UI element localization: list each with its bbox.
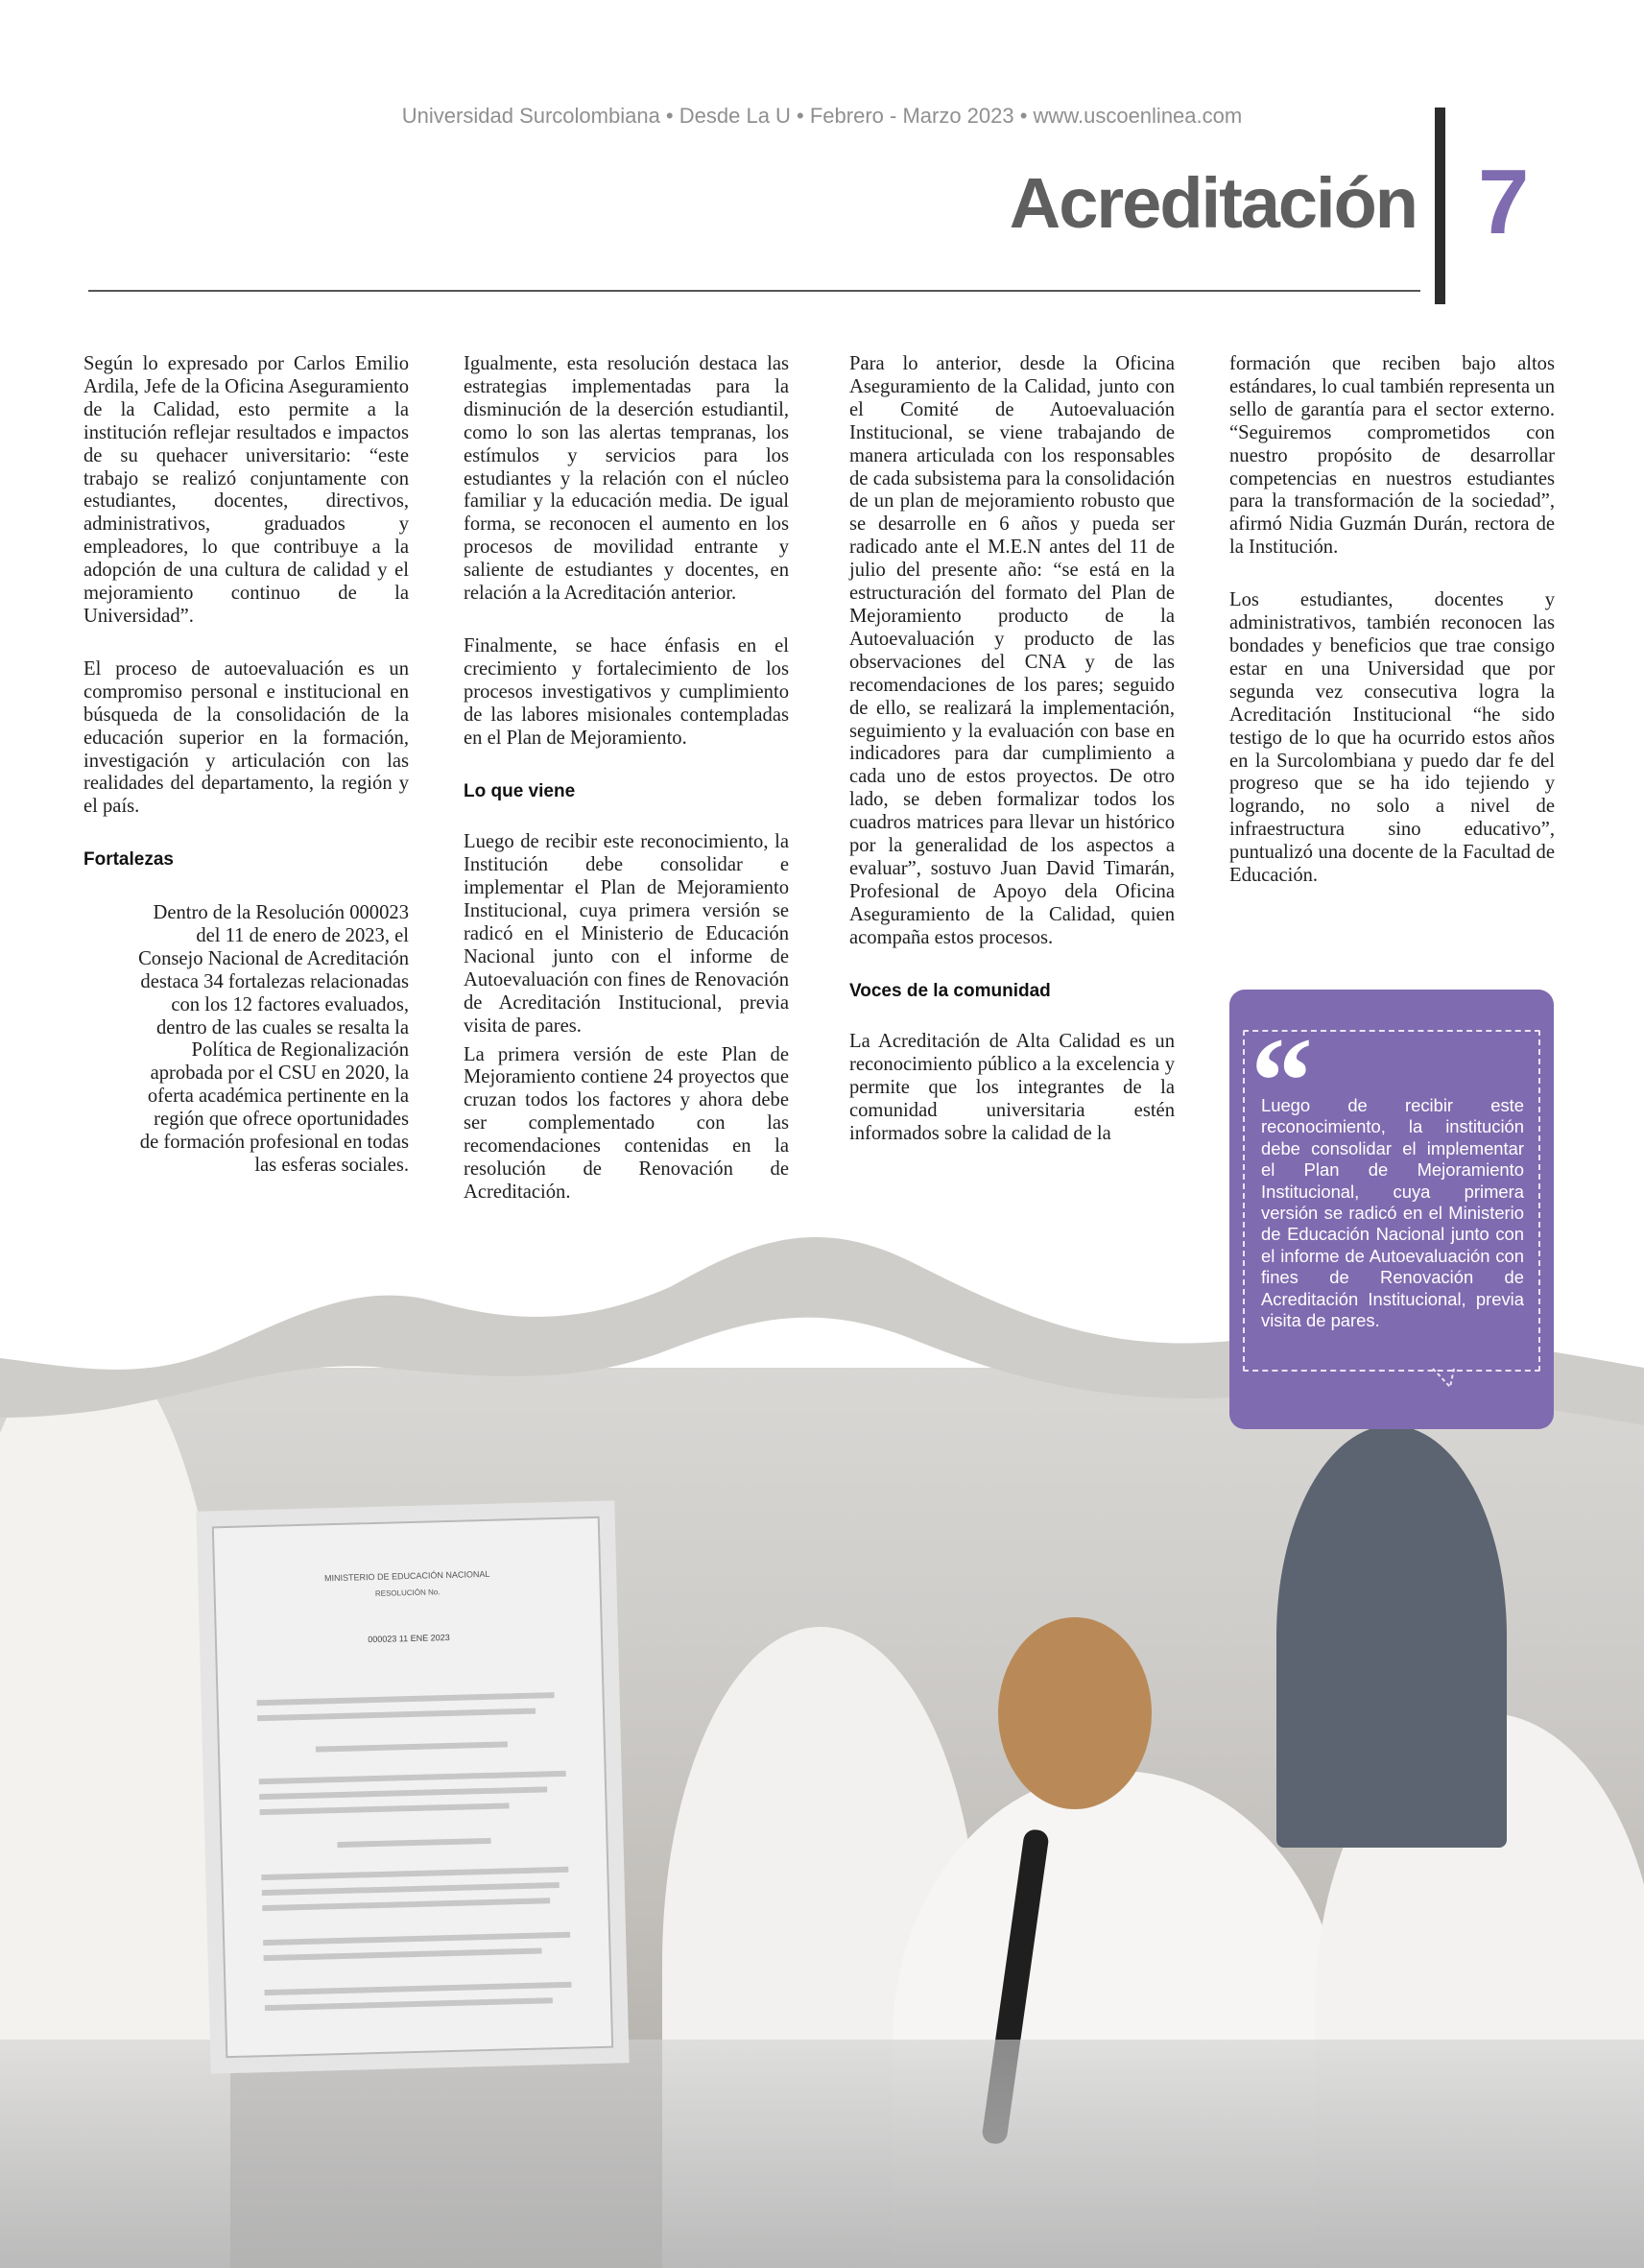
- page-number: 7: [1478, 151, 1530, 253]
- article-column-3: [849, 353, 1175, 1176]
- paragraph: Luego de recibir este reconocimiento, la Institución debe consolidar e implementar el Plan de Mejoramiento Institucional, cuya primera versión se radicó en el Ministerio de Educación Nacional junto con el informe de Autoevaluación con fines de Renovación de Acreditación Institucional, previa visita de pares.: [464, 831, 789, 1037]
- document-subheading: RESOLUCIÓN No.: [374, 1588, 441, 1598]
- speaker-hair: [998, 1617, 1152, 1809]
- subheading-lo-que-viene: Lo que viene: [464, 780, 576, 801]
- pull-quote-text: Luego de recibir este reconocimiento, la institución debe consolidar el implementar el Plan de Mejoramiento Institucional, cuya primera versión se radicó en el Ministerio de Educación Nacional junto con el informe de Autoevaluación con fines de Renovación de Acreditación Institucional, previa visita de pares.: [1261, 1095, 1524, 1331]
- paragraph: La primera versión de este Plan de Mejoramiento contiene 24 proyectos que cruzan todos los factores y ahora debe ser complementado con las recomendaciones contenidas en la resolución de Renovación de Acreditación.: [464, 1043, 789, 1203]
- paragraph: Según lo expresado por Carlos Emilio Ardila, Jefe de la Oficina Aseguramiento de la Calidad, esto permite a la institución reflejar resultados e impactos de su quehacer universitario: “este trabajo se realizó conjuntamente con estudiantes, docentes, directivos, administrativos, graduados y empleadores, lo que contribuye a la adopción de una cultura de calidad y el mejoramiento continuo de la Universidad”.: [83, 353, 409, 627]
- paragraph: Para lo anterior, desde la Oficina Aseguramiento de la Calidad, junto con el Comité de Autoevaluación Institucional, se viene trabajando de manera articulada con los responsables de cada subsistema para la consolidación de un plan de mejoramiento robusto que se desarrolle en 6 años y pueda ser radicado ante el M.E.N antes del 11 de julio del presente año: “se está en la estructuración del formato del Plan de Mejoramiento producto de la Autoevaluación y producto de las observaciones del CNA y de las recomendaciones de los pares; seguido de ello, se realizará la implementación, seguimiento y la evaluación con base en indicadores para dar cumplimiento a cada uno de estos proyectos. De otro lado, se deben formalizar todos los cuadros matrices para llevar un histórico por la generalidad de los aspectos a evaluar”, sostuvo Juan David Timarán, Profesional de Apoyo dela Oficina Aseguramiento de la Calidad, quien acompaña estos procesos.: [849, 353, 1175, 948]
- section-title: Acreditación: [1009, 163, 1417, 243]
- subheading-voces-de-la-comunidad: Voces de la comunidad: [849, 980, 1051, 1001]
- header-rule: [88, 290, 1420, 292]
- quote-mark-icon: “: [1251, 1013, 1313, 1151]
- paragraph: El proceso de autoevaluación es un compromiso personal e institucional en búsqueda de la consolidación de la educación superior en la formación, investigación y articulación con las realidades del departamento, la región y el país.: [83, 657, 409, 818]
- paragraph: La Acreditación de Alta Calidad es un reconocimiento público a la excelencia y permite que los integrantes de la comunidad universitaria estén informados sobre la calidad de la: [849, 1031, 1175, 1145]
- paragraph: Igualmente, esta resolución destaca las estrategias implementadas para la disminución de la deserción estudiantil, como lo son las alertas tempranas, los estímulos y servicios para los estudiantes y la relación con el núcleo familiar y la educación media. De igual forma, se reconocen el aumento en los procesos de movilidad entrante y saliente de estudiantes y docentes, en relación a la Acreditación anterior.: [464, 353, 789, 605]
- article-column-2: [464, 353, 789, 1234]
- table-surface: [0, 2040, 1644, 2268]
- publication-header: Universidad Surcolombiana • Desde La U • Febrero - Marzo 2023 • www.uscoenlinea.com: [401, 104, 1243, 128]
- document-heading: MINISTERIO DE EDUCACIÓN NACIONAL: [323, 1568, 490, 1584]
- speech-tail-icon: [1431, 1368, 1469, 1389]
- paragraph: Los estudiantes, docentes y administrativos, también reconocen las bondades y beneficios que trae consigo estar en una Universidad que por segunda vez consecutiva logra la Acreditación Institucional “he sido testigo de lo que ha ocurrido estos años en la Surcolombiana y puedo dar fe del progreso que se ha ido tejiendo y logrando, no solo a nivel de infraestructura sino educativo”, puntualizó una docente de la Facultad de Educación.: [1229, 589, 1555, 887]
- resolution-document: [212, 1516, 613, 2058]
- document-number: 000023 11 ENE 2023: [368, 1632, 450, 1645]
- title-divider: [1435, 107, 1445, 304]
- fortalezas-paragraph: Dentro de la Resolución 000023 del 11 de enero de 2023, el Consejo Nacional de Acreditación destaca 34 fortalezas relacionadas con los 12 factores evaluados, dentro de las cuales se resalta la Política de Regionalización aprobada por el CSU en 2020, la oferta académica pertinente en la región que ofrece oportunidades de formación profesional en todas las esferas sociales.: [138, 902, 409, 1176]
- paragraph: Finalmente, se hace énfasis en el crecimiento y fortalecimiento de los procesos investigativos y cumplimiento de las labores misionales contempladas en el Plan de Mejoramiento.: [464, 634, 789, 749]
- paragraph: formación que reciben bajo altos estándares, lo cual también representa un sello de garantía para el sector externo. “Seguiremos comprometidos con nuestro propósito de desarrollar competencias en nuestros estudiantes para la transformación de la sociedad”, afirmó Nidia Guzmán Durán, rectora de la Institución.: [1229, 353, 1555, 559]
- article-column-1: [83, 353, 409, 900]
- subheading-fortalezas: Fortalezas: [83, 849, 174, 871]
- article-column-4: [1229, 353, 1555, 918]
